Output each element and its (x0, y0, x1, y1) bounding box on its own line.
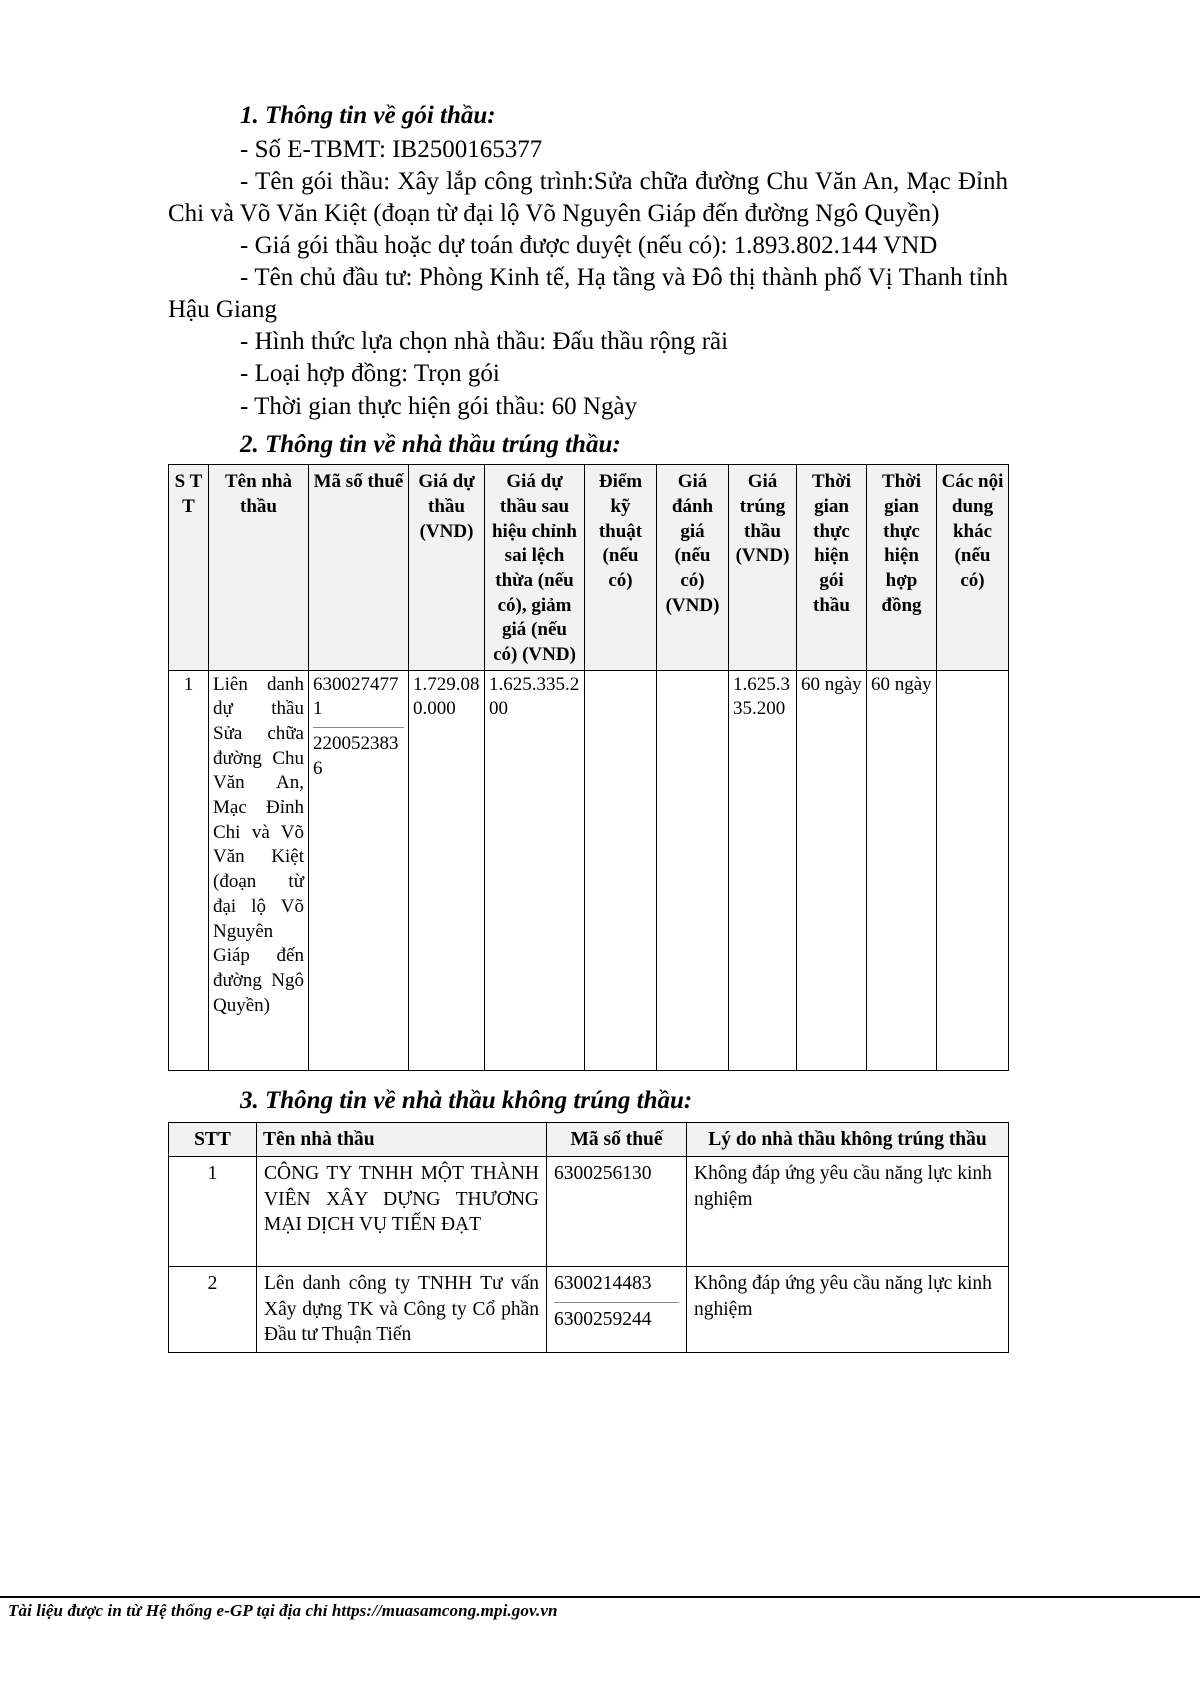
th-stt: STT (169, 1123, 257, 1157)
th-evaluation-price: Giá đánh giá (nếu có) (VND) (657, 465, 729, 671)
section-2-heading: 2. Thông tin về nhà thầu trúng thầu: (240, 430, 621, 458)
tax-code-divider (313, 727, 404, 728)
th-bidder-name: Tên nhà thầu (209, 465, 309, 671)
cell-reason: Không đáp ứng yêu cầu năng lực kinh nghiệm (687, 1157, 1009, 1267)
cell-stt: 1 (169, 670, 209, 1070)
cell-tax-code (309, 670, 409, 1070)
th-other-content: Các nội dung khác (nếu có) (937, 465, 1009, 671)
cell-tax-code: 6300256130 (547, 1157, 687, 1267)
tax-code-secondary: 2200523836 (313, 733, 399, 779)
cell-contract-duration: 60 ngày (867, 670, 937, 1070)
th-technical-score: Điểm kỹ thuật (nếu có) (585, 465, 657, 671)
th-bid-price: Giá dự thầu (VND) (409, 465, 485, 671)
cell-other-content (937, 670, 1009, 1070)
th-tax-code: Mã số thuế (309, 465, 409, 671)
losing-bidder-table (168, 1122, 1009, 1353)
tax-code-primary: 6300214483 (554, 1273, 652, 1295)
package-price-line: - Giá gói thầu hoặc dự toán được duyệt (nếu có): 1.893.802.144 VND (240, 231, 938, 259)
cell-stt: 2 (169, 1267, 257, 1353)
cell-bid-price-adjusted: 1.625.335.200 (485, 670, 585, 1070)
cell-technical-score (585, 670, 657, 1070)
cell-package-duration: 60 ngày (797, 670, 867, 1070)
tax-code-primary: 6300274771 (313, 673, 399, 720)
tax-code-secondary: 6300259244 (554, 1308, 652, 1330)
table-row (169, 1267, 1009, 1353)
footer-note: Tài liệu được in từ Hệ thống e-GP tại địa chỉ https://muasamcong.mpi.gov.vn (8, 1601, 558, 1620)
cell-reason: Không đáp ứng yêu cầu năng lực kinh nghiệm (687, 1267, 1009, 1353)
cell-winning-price: 1.625.335.200 (729, 670, 797, 1070)
table-row (169, 670, 1009, 1070)
th-stt: S T T (169, 465, 209, 671)
cell-stt: 1 (169, 1157, 257, 1267)
cell-evaluation-price (657, 670, 729, 1070)
th-tax-code: Mã số thuế (547, 1123, 687, 1157)
cell-bidder-name: CÔNG TY TNHH MỘT THÀNH VIÊN XÂY DỰNG THƯƠNG MẠI DỊCH VỤ TIẾN ĐẠT (257, 1157, 547, 1267)
cell-bidder-name: Lên danh công ty TNHH Tư vấn Xây dựng TK và Công ty Cổ phần Đầu tư Thuận Tiến (257, 1267, 547, 1353)
section-3-heading: 3. Thông tin về nhà thầu không trúng thầu: (240, 1086, 693, 1114)
cell-tax-code (547, 1267, 687, 1353)
th-package-duration: Thời gian thực hiện gói thầu (797, 465, 867, 671)
selection-method-line: - Hình thức lựa chọn nhà thầu: Đấu thầu rộng rãi (240, 328, 729, 356)
investor-line: - Tên chủ đầu tư: Phòng Kinh tế, Hạ tầng và Đô thị thành phố Vị Thanh tỉnh Hậu Giang (168, 264, 1008, 324)
contract-type-line: - Loại hợp đồng: Trọn gói (240, 360, 500, 388)
package-number-line: - Số E-TBMT: IB2500165377 (240, 135, 543, 163)
th-contract-duration: Thời gian thực hiện hợp đồng (867, 465, 937, 671)
section-1-heading: 1. Thông tin về gói thầu: (240, 102, 496, 129)
footer-divider (0, 1596, 1200, 1598)
table-row (169, 1157, 1009, 1267)
package-name-line: - Tên gói thầu: Xây lắp công trình:Sửa chữa đường Chu Văn An, Mạc Đỉnh Chi và Võ Văn Kiệt (đoạn từ đại lộ Võ Nguyên Giáp đến đường Ngô Quyền) (168, 167, 1008, 227)
table-header-row (169, 465, 1009, 671)
th-bidder-name: Tên nhà thầu (257, 1123, 547, 1157)
execution-time-line: - Thời gian thực hiện gói thầu: 60 Ngày (240, 392, 638, 420)
th-winning-price: Giá trúng thầu (VND) (729, 465, 797, 671)
winning-bidder-table (168, 464, 1009, 1071)
tax-code-divider (554, 1302, 679, 1303)
cell-bidder-name: Liên danh dự thầu Sửa chữa đường Chu Văn An, Mạc Đỉnh Chi và Võ Văn Kiệt (đoạn từ đại lộ Võ Nguyên Giáp đến đường Ngô Quyền) (209, 670, 309, 1070)
th-reason: Lý do nhà thầu không trúng thầu (687, 1123, 1009, 1157)
document-content (168, 100, 1008, 1353)
table-header-row (169, 1123, 1009, 1157)
th-bid-price-adjusted: Giá dự thầu sau hiệu chỉnh sai lệch thừa (nếu có), giảm giá (nếu có) (VND) (485, 465, 585, 671)
cell-bid-price: 1.729.080.000 (409, 670, 485, 1070)
